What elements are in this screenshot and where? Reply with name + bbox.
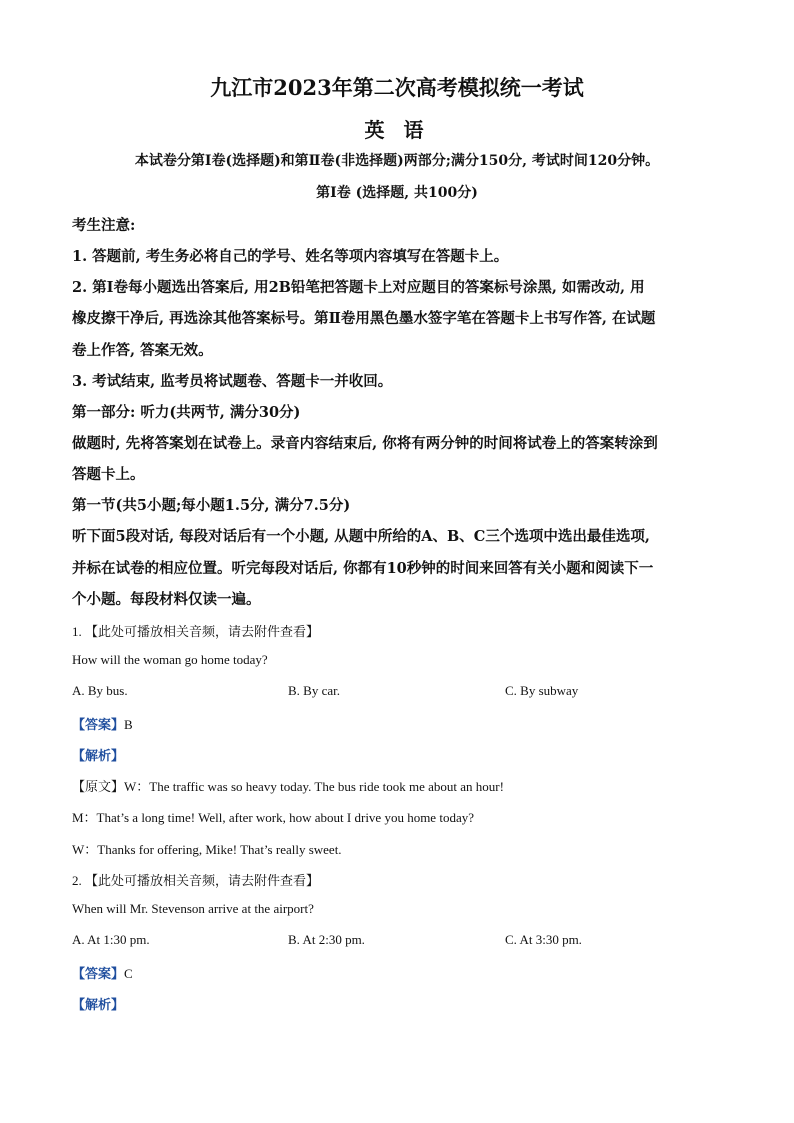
transcript-tag: 【原文】	[72, 779, 125, 794]
q1-audio-note: 1. 【此处可播放相关音频，请去附件查看】	[72, 624, 320, 639]
exam-title: 九江市2023年第二次高考模拟统一考试	[210, 75, 584, 100]
q2-answer-value: C	[124, 966, 133, 981]
q2-analysis-tag: 【解析】	[72, 997, 125, 1012]
q2-option-c: C. At 3:30 pm.	[505, 932, 582, 947]
volume-heading: 第Ⅰ卷 (选择题, 共100分)	[316, 185, 478, 201]
q1-question: How will the woman go home today?	[72, 652, 268, 667]
exam-intro: 本试卷分第Ⅰ卷(选择题)和第Ⅱ卷(非选择题)两部分;满分150分, 考试时间120分钟。	[134, 153, 660, 169]
notice-item-2-line-2: 橡皮擦干净后, 再选涂其他答案标号。第Ⅱ卷用黑色墨水签字笔在答题卡上书写作答, 在试题	[72, 310, 656, 327]
part1-desc-line-1: 做题时, 先将答案划在试卷上。录音内容结束后, 你将有两分钟的时间将试卷上的答案转涂到	[72, 435, 658, 452]
notice-heading: 考生注意:	[72, 217, 136, 234]
q1-analysis-tag: 【解析】	[72, 748, 125, 763]
notice-item-2-line-1: 2. 第Ⅰ卷每小题选出答案后, 用2B铅笔把答题卡上对应题目的答案标号涂黑, 如需改动, 用	[72, 279, 645, 296]
subject-title: 英 语	[364, 118, 430, 142]
section1-instr-line-3: 个小题。每段材料仅读一遍。	[72, 591, 261, 608]
q1-dialogue-3: W：Thanks for offering, Mike! That’s really sweet.	[72, 842, 342, 857]
notice-item-2-line-3: 卷上作答, 答案无效。	[72, 342, 213, 359]
part1-desc-line-2: 答题卡上。	[72, 466, 145, 483]
answer-tag: 【答案】	[72, 717, 125, 732]
q2-option-a: A. At 1:30 pm.	[72, 932, 150, 947]
q1-option-b: B. By car.	[288, 683, 340, 698]
q1-answer	[72, 714, 133, 733]
q1-answer-value: B	[124, 717, 133, 732]
part1-heading: 第一部分: 听力(共两节, 满分30分)	[72, 404, 301, 421]
q1-option-c: C. By subway	[505, 683, 579, 698]
section1-instr-line-2: 并标在试卷的相应位置。听完每段对话后, 你都有10秒钟的时间来回答有关小题和阅读下一	[72, 560, 654, 577]
notice-item-3: 3. 考试结束, 监考员将试题卷、答题卡一并收回。	[72, 373, 393, 390]
q2-option-b: B. At 2:30 pm.	[288, 932, 365, 947]
section1-instr-line-1: 听下面5段对话, 每段对话后有一个小题, 从题中所给的A、B、C三个选项中选出最佳选项,	[72, 528, 650, 545]
q1-option-a: A. By bus.	[72, 683, 128, 698]
q2-answer	[72, 963, 133, 982]
q1-dialogue-1: W：The traffic was so heavy today. The bus ride took me about an hour!	[124, 779, 504, 794]
section1-heading: 第一节(共5小题;每小题1.5分, 满分7.5分)	[72, 497, 351, 514]
q1-dialogue-2: M：That’s a long time! Well, after work, how about I drive you home today?	[72, 810, 474, 825]
q2-question: When will Mr. Stevenson arrive at the airport?	[72, 901, 314, 916]
q2-audio-note: 2. 【此处可播放相关音频，请去附件查看】	[72, 873, 320, 888]
notice-item-1: 1. 答题前, 考生务必将自己的学号、姓名等项内容填写在答题卡上。	[72, 248, 509, 265]
answer-tag: 【答案】	[72, 966, 125, 981]
q1-transcript-line-1	[72, 776, 504, 795]
